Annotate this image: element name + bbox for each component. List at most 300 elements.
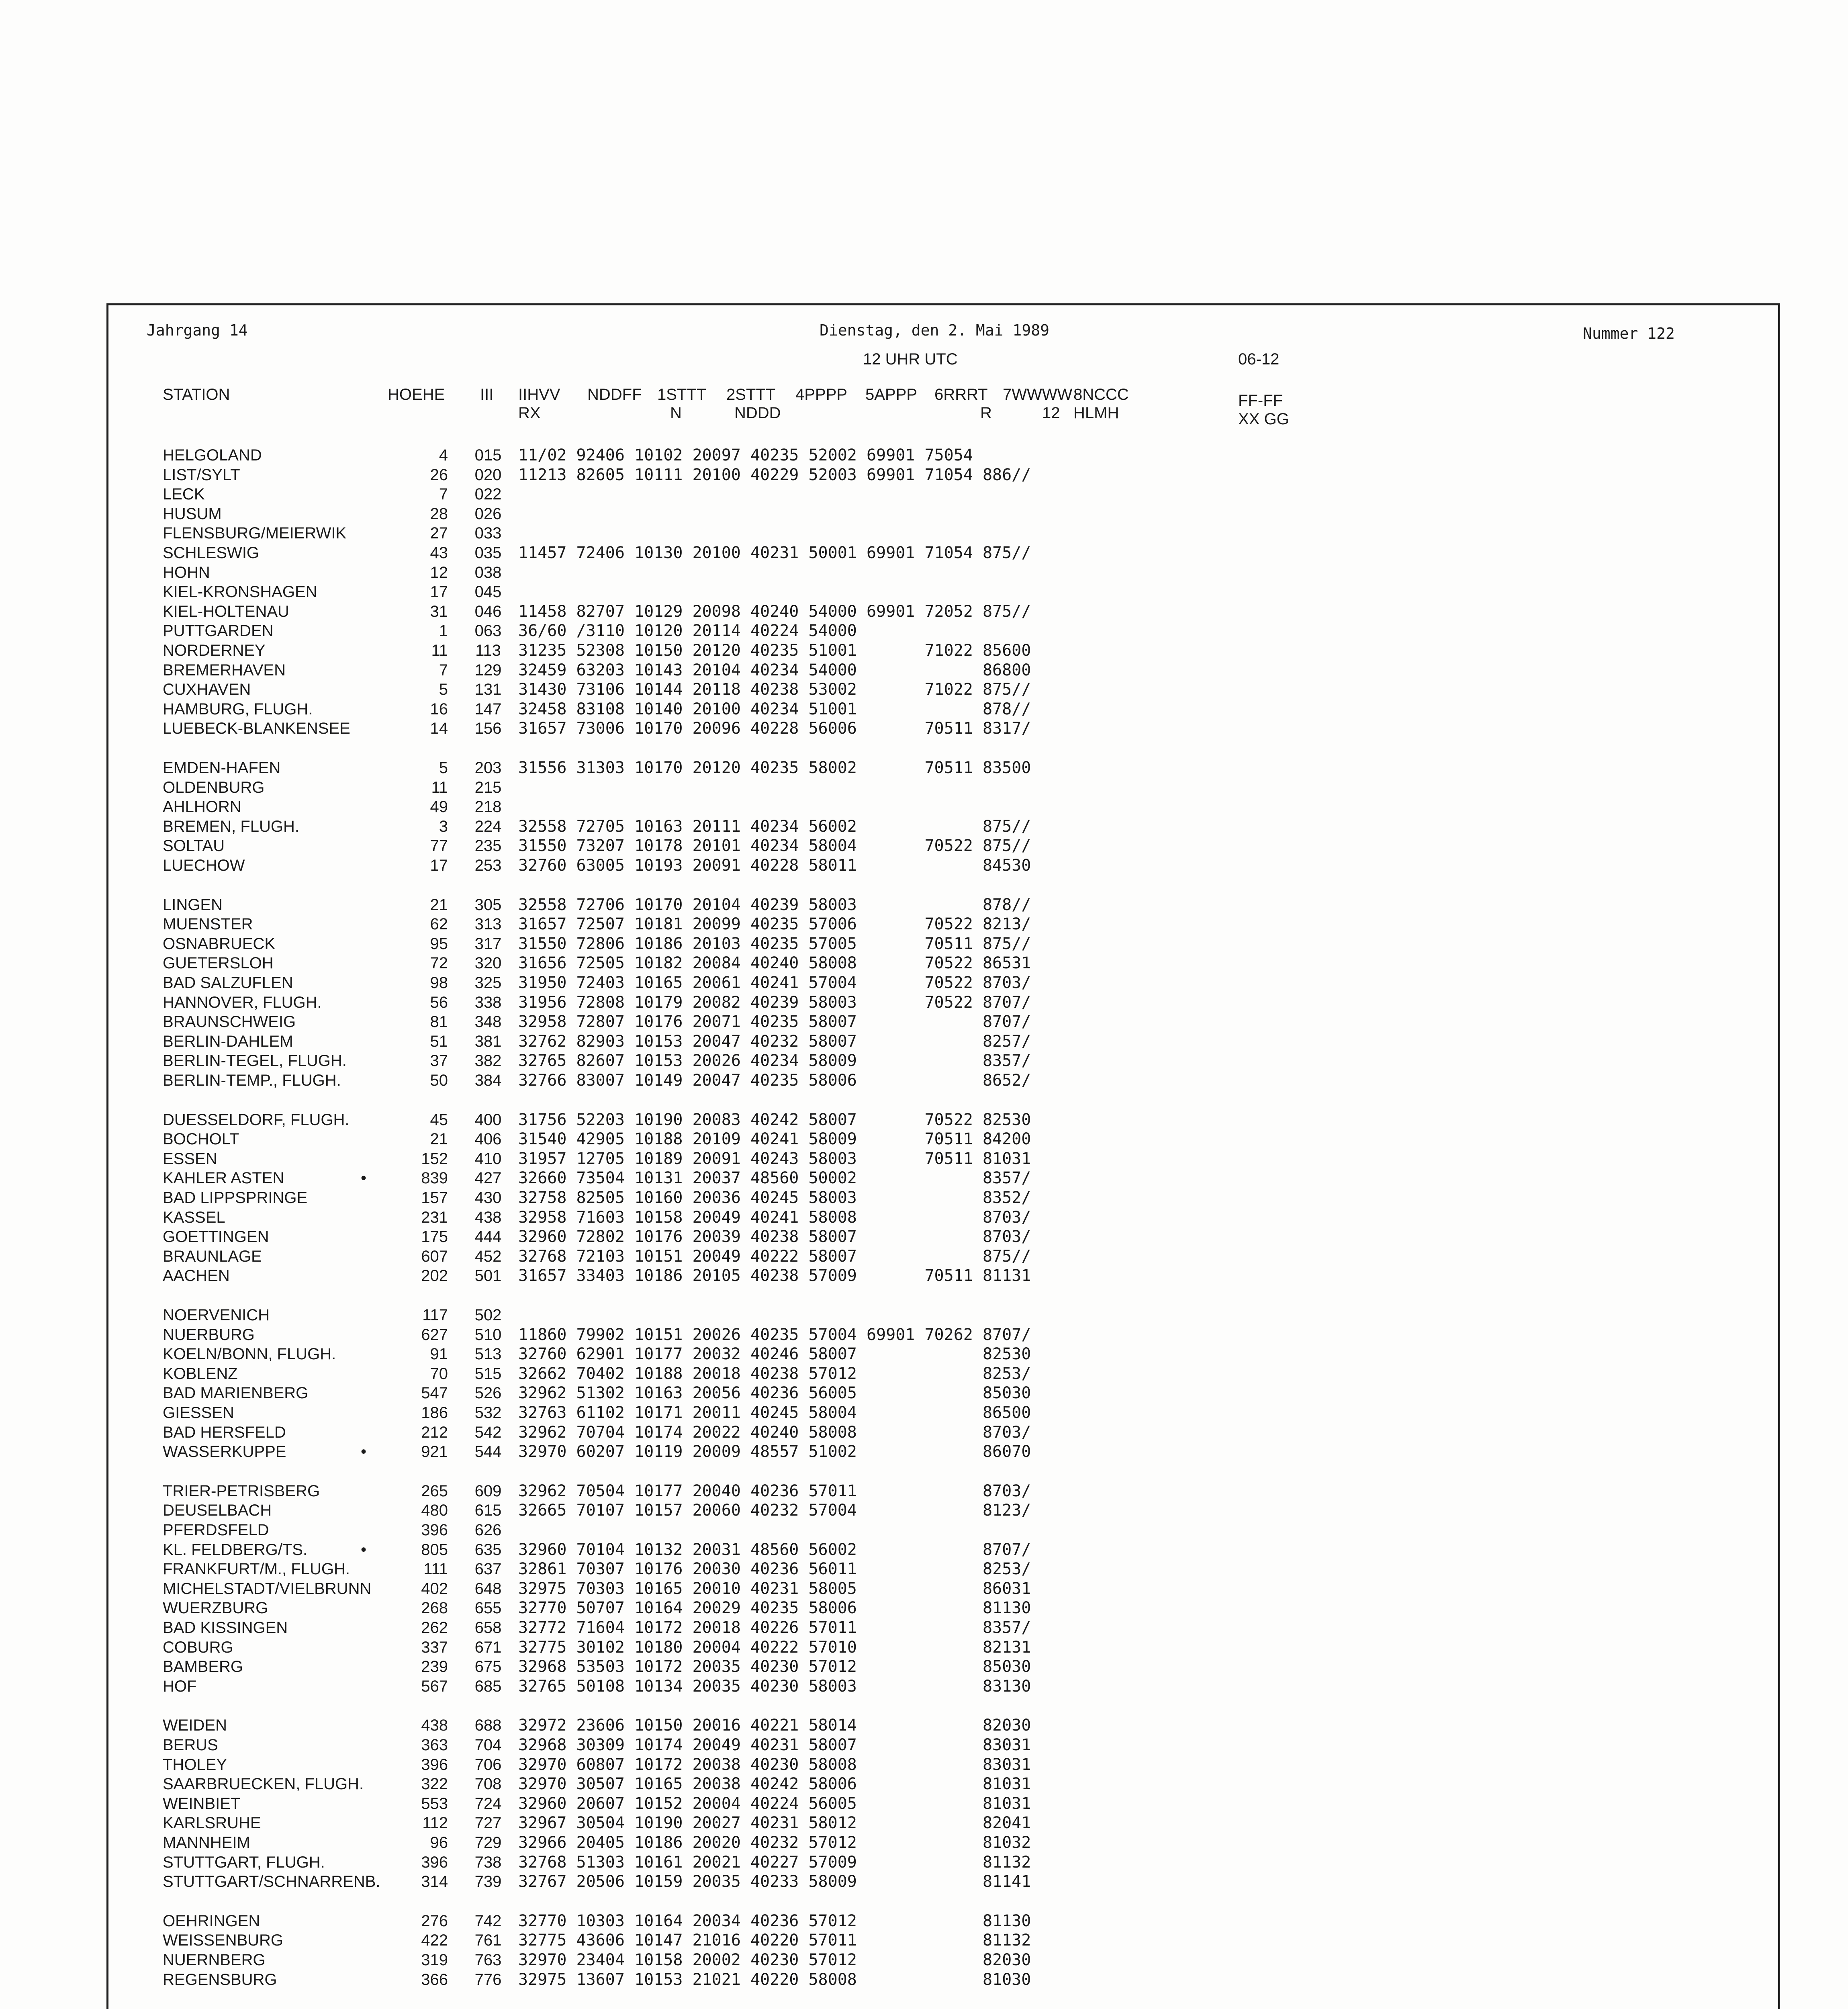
station-id: 305: [474, 896, 502, 914]
station-height: 363: [421, 1736, 448, 1754]
station-id: 313: [474, 915, 502, 933]
station-id: 317: [474, 935, 502, 953]
station-id: 763: [474, 1951, 502, 1969]
station-id: 338: [474, 994, 502, 1011]
observation-groups: 36/60 /3110 10120 20114 40224 54000: [518, 622, 857, 640]
station-id: 382: [474, 1052, 502, 1070]
station-height: 805: [421, 1541, 448, 1559]
station-id: 224: [474, 818, 502, 835]
station-id: 430: [474, 1189, 502, 1207]
station-height: 322: [421, 1775, 448, 1793]
observation-groups: 32660 73504 10131 20037 48560 50002 8357/: [518, 1169, 1031, 1187]
station-id: 502: [474, 1306, 502, 1324]
station-name: WASSERKUPPE: [163, 1443, 286, 1461]
station-height: 91: [430, 1345, 448, 1363]
col-g1-sub: N: [670, 404, 682, 422]
station-id: 215: [474, 779, 502, 796]
station-id: 501: [474, 1267, 502, 1285]
station-name: MICHELSTADT/VIELBRUNN: [163, 1580, 372, 1598]
station-name: FRANKFURT/M., FLUGH.: [163, 1560, 350, 1578]
station-id: 438: [474, 1209, 502, 1226]
station-id: 156: [474, 720, 502, 737]
observation-groups: 32970 30507 10165 20038 40242 58006 81031: [518, 1775, 1031, 1793]
observation-groups: 31430 73106 10144 20118 40238 53002 71022 875//: [518, 680, 1031, 699]
observation-groups: 31540 42905 10188 20109 40241 58009 70511 84200: [518, 1130, 1031, 1148]
mountain-station-mark: •: [360, 1541, 366, 1559]
observation-groups: 11/02 92406 10102 20097 40235 52002 69901 75054: [518, 446, 973, 464]
station-height: 314: [421, 1873, 448, 1890]
date-label: Dienstag, den 2. Mai 1989: [820, 321, 1049, 339]
station-name: BREMEN, FLUGH.: [163, 818, 300, 835]
station-height: 5: [439, 759, 448, 777]
col-g5: 5APPP: [865, 386, 917, 403]
period-label: 06-12: [1238, 350, 1280, 368]
station-height: 27: [430, 524, 448, 542]
station-name: MANNHEIM: [163, 1834, 250, 1851]
station-name: KL. FELDBERG/TS.: [163, 1541, 308, 1559]
station-name: KIEL-HOLTENAU: [163, 603, 289, 620]
station-name: GOETTINGEN: [163, 1228, 269, 1246]
observation-groups: 32558 72705 10163 20111 40234 56002 875//: [518, 817, 1031, 836]
station-name: BREMERHAVEN: [163, 661, 286, 679]
station-id: 035: [474, 544, 502, 562]
station-height: 16: [430, 700, 448, 718]
station-height: 567: [421, 1678, 448, 1695]
station-name: BAMBERG: [163, 1658, 243, 1676]
station-id: 063: [474, 622, 502, 640]
station-height: 112: [422, 1814, 448, 1832]
observation-groups: 31657 73006 10170 20096 40228 56006 70511 8317/: [518, 719, 1031, 738]
col-g6-sub: R: [980, 404, 992, 422]
station-height: 175: [421, 1228, 448, 1246]
station-id: 532: [474, 1404, 502, 1422]
station-name: OEHRINGEN: [163, 1912, 260, 1930]
station-name: AHLHORN: [163, 798, 241, 816]
station-name: REGENSBURG: [163, 1971, 277, 1989]
observation-groups: 32768 51303 10161 20021 40227 57009 81132: [518, 1853, 1031, 1872]
station-height: 438: [421, 1716, 448, 1734]
col-g1: 1STTT: [657, 386, 707, 403]
station-height: 396: [421, 1854, 448, 1871]
station-height: 212: [421, 1424, 448, 1441]
observation-groups: 32770 50707 10164 20029 40235 58006 81130: [518, 1599, 1031, 1617]
station-height: 627: [421, 1326, 448, 1344]
station-height: 117: [422, 1306, 448, 1324]
station-id: 131: [474, 681, 502, 698]
station-height: 11: [431, 642, 448, 659]
col-g2: 2STTT: [726, 386, 776, 403]
station-name: NUERBURG: [163, 1326, 255, 1344]
station-id: 510: [474, 1326, 502, 1344]
station-id: 675: [474, 1658, 502, 1676]
observation-groups: 32458 83108 10140 20100 40234 51001 878//: [518, 700, 1031, 718]
station-height: 14: [430, 720, 448, 737]
col-nddff: NDDFF: [587, 386, 642, 403]
issue-number: Nummer 122: [1583, 325, 1675, 342]
station-name: KARLSRUHE: [163, 1814, 261, 1832]
station-height: 265: [421, 1482, 448, 1500]
observation-groups: 32966 20405 10186 20020 40232 57012 81032: [518, 1833, 1031, 1852]
observation-groups: 32958 72807 10176 20071 40235 58007 8707/: [518, 1013, 1031, 1031]
station-id: 381: [474, 1033, 502, 1050]
station-id: 147: [474, 700, 502, 718]
station-name: KASSEL: [163, 1209, 225, 1226]
observation-groups: 31756 52203 10190 20083 40242 58007 70522 82530: [518, 1111, 1031, 1129]
station-id: 253: [474, 857, 502, 874]
station-name: LUECHOW: [163, 857, 245, 874]
station-id: 444: [474, 1228, 502, 1246]
station-name: GUETERSLOH: [163, 954, 274, 972]
station-name: CUXHAVEN: [163, 681, 251, 698]
col-g8-sub: HLMH: [1073, 404, 1119, 422]
station-name: LIST/SYLT: [163, 466, 240, 484]
station-name: NUERNBERG: [163, 1951, 266, 1969]
station-height: 72: [430, 954, 448, 972]
station-height: 45: [430, 1111, 448, 1129]
station-id: 515: [474, 1365, 502, 1383]
observation-groups: 32765 82607 10153 20026 40234 58009 8357/: [518, 1052, 1031, 1070]
observation-groups: 31956 72808 10179 20082 40239 58003 70522 8707/: [518, 993, 1031, 1012]
station-name: BAD LIPPSPRINGE: [163, 1189, 308, 1207]
station-name: MUENSTER: [163, 915, 253, 933]
observation-groups: 32459 63203 10143 20104 40234 54000 86800: [518, 661, 1031, 679]
station-name: BOCHOLT: [163, 1130, 239, 1148]
station-id: 452: [474, 1248, 502, 1265]
station-height: 12: [430, 564, 448, 581]
observation-groups: 32962 70504 10177 20040 40236 57011 8703/: [518, 1482, 1031, 1500]
station-id: 410: [474, 1150, 502, 1168]
station-id: 655: [474, 1599, 502, 1617]
station-id: 776: [474, 1971, 502, 1989]
station-height: 239: [421, 1658, 448, 1676]
station-name: WUERZBURG: [163, 1599, 268, 1617]
station-id: 325: [474, 974, 502, 992]
observation-groups: 31657 33403 10186 20105 40238 57009 70511 81131: [518, 1266, 1031, 1285]
col-g6: 6RRRT: [934, 386, 988, 403]
station-name: HELGOLAND: [163, 446, 262, 464]
station-height: 111: [423, 1560, 448, 1578]
station-name: BERLIN-DAHLEM: [163, 1033, 293, 1050]
col-g4: 4PPPP: [795, 386, 847, 403]
observation-groups: 32665 70107 10157 20060 40232 57004 8123/: [518, 1501, 1031, 1520]
col-ff-sub: XX GG: [1238, 410, 1289, 428]
station-name: HUSUM: [163, 505, 222, 523]
station-name: BERUS: [163, 1736, 218, 1754]
observation-groups: 32960 20607 10152 20004 40224 56005 81031: [518, 1794, 1031, 1813]
observation-groups: 32960 70104 10132 20031 48560 56002 8707/: [518, 1541, 1031, 1559]
station-id: 688: [474, 1716, 502, 1734]
observation-groups: 11457 72406 10130 20100 40231 50001 69901 71054 875//: [518, 544, 1031, 562]
station-id: 513: [474, 1345, 502, 1363]
station-id: 348: [474, 1013, 502, 1031]
station-name: LUEBECK-BLANKENSEE: [163, 720, 350, 737]
station-height: 11: [431, 779, 448, 796]
observation-groups: 31235 52308 10150 20120 40235 51001 71022 85600: [518, 641, 1031, 660]
observation-groups: 32763 61102 10171 20011 40245 58004 86500: [518, 1403, 1031, 1422]
observation-groups: 32975 13607 10153 21021 40220 58008 81030: [518, 1970, 1031, 1989]
observation-groups: 32762 82903 10153 20047 40232 58007 8257/: [518, 1032, 1031, 1051]
station-height: 276: [421, 1912, 448, 1930]
col-iihvv-sub: RX: [518, 404, 541, 422]
station-id: 739: [474, 1873, 502, 1890]
station-name: GIESSEN: [163, 1404, 234, 1422]
station-name: KOBLENZ: [163, 1365, 238, 1383]
station-id: 738: [474, 1854, 502, 1871]
station-height: 17: [430, 857, 448, 874]
station-name: COBURG: [163, 1639, 233, 1656]
station-id: 704: [474, 1736, 502, 1754]
observation-groups: 32768 72103 10151 20049 40222 58007 875//: [518, 1247, 1031, 1266]
station-name: STUTTGART/SCHNARRENB.: [163, 1873, 380, 1890]
station-height: 21: [430, 1130, 448, 1148]
observation-groups: 32972 23606 10150 20016 40221 58014 82030: [518, 1716, 1031, 1735]
observation-groups: 31657 72507 10181 20099 40235 57006 70522 8213/: [518, 915, 1031, 933]
station-id: 648: [474, 1580, 502, 1598]
station-name: LECK: [163, 485, 205, 503]
observation-groups: 32662 70402 10188 20018 40238 57012 8253/: [518, 1365, 1031, 1383]
mountain-station-mark: •: [360, 1169, 366, 1187]
station-height: 839: [421, 1169, 448, 1187]
station-height: 7: [439, 485, 448, 503]
observation-groups: 31556 31303 10170 20120 40235 58002 70511 83500: [518, 759, 1031, 777]
station-id: 724: [474, 1795, 502, 1813]
col-iihvv: IIHVV: [518, 386, 560, 403]
station-height: 96: [430, 1834, 448, 1851]
observation-groups: 32962 70704 10174 20022 40240 58008 8703/: [518, 1423, 1031, 1442]
station-id: 203: [474, 759, 502, 777]
station-name: BAD MARIENBERG: [163, 1384, 309, 1402]
station-name: HAMBURG, FLUGH.: [163, 700, 313, 718]
station-height: 28: [430, 505, 448, 523]
station-name: SCHLESWIG: [163, 544, 260, 562]
station-name: AACHEN: [163, 1267, 230, 1285]
station-height: 402: [421, 1580, 448, 1598]
observation-groups: 11213 82605 10111 20100 40229 52003 69901 71054 886//: [518, 466, 1031, 484]
station-height: 231: [421, 1209, 448, 1226]
station-height: 422: [421, 1931, 448, 1949]
station-name: OSNABRUECK: [163, 935, 276, 953]
station-name: DUESSELDORF, FLUGH.: [163, 1111, 350, 1129]
observation-groups: 32766 83007 10149 20047 40235 58006 8652/: [518, 1071, 1031, 1090]
station-name: PFERDSFELD: [163, 1521, 269, 1539]
station-height: 62: [430, 915, 448, 933]
observation-groups: 32967 30504 10190 20027 40231 58012 82041: [518, 1814, 1031, 1832]
col-station: STATION: [163, 386, 230, 403]
observation-groups: 11458 82707 10129 20098 40240 54000 69901 72052 875//: [518, 602, 1031, 621]
station-id: 015: [474, 446, 502, 464]
station-height: 337: [421, 1639, 448, 1656]
station-name: WEIDEN: [163, 1716, 227, 1734]
observation-groups: 32558 72706 10170 20104 40239 58003 878//: [518, 896, 1031, 914]
station-name: STUTTGART, FLUGH.: [163, 1854, 325, 1871]
station-name: NORDERNEY: [163, 642, 266, 659]
station-id: 526: [474, 1384, 502, 1402]
station-height: 480: [421, 1502, 448, 1519]
observation-groups: 32760 63005 10193 20091 40228 58011 84530: [518, 856, 1031, 875]
station-id: 708: [474, 1775, 502, 1793]
observation-groups: 32758 82505 10160 20036 40245 58003 8352/: [518, 1189, 1031, 1207]
observation-groups: 32962 51302 10163 20056 40236 56005 85030: [518, 1384, 1031, 1402]
station-id: 400: [474, 1111, 502, 1129]
station-id: 020: [474, 466, 502, 484]
station-id: 045: [474, 583, 502, 601]
station-id: 406: [474, 1130, 502, 1148]
station-name: WEINBIET: [163, 1795, 241, 1813]
station-name: SOLTAU: [163, 837, 225, 855]
station-name: BERLIN-TEGEL, FLUGH.: [163, 1052, 347, 1070]
station-height: 268: [421, 1599, 448, 1617]
col-ff: FF-FF: [1238, 392, 1283, 409]
station-id: 727: [474, 1814, 502, 1832]
station-height: 186: [421, 1404, 448, 1422]
station-height: 553: [421, 1795, 448, 1813]
observation-groups: 32975 70303 10165 20010 40231 58005 86031: [518, 1579, 1031, 1598]
observation-groups: 32970 23404 10158 20002 40230 57012 82030: [518, 1951, 1031, 1969]
station-id: 729: [474, 1834, 502, 1851]
station-height: 7: [439, 661, 448, 679]
station-height: 262: [421, 1619, 448, 1637]
station-height: 607: [421, 1248, 448, 1265]
observation-groups: 31550 73207 10178 20101 40234 58004 70522 875//: [518, 837, 1031, 855]
observation-groups: 32767 20506 10159 20035 40233 58009 81141: [518, 1872, 1031, 1891]
station-name: BERLIN-TEMP., FLUGH.: [163, 1072, 341, 1089]
station-name: KIEL-KRONSHAGEN: [163, 583, 317, 601]
station-name: DEUSELBACH: [163, 1502, 272, 1519]
station-height: 5: [439, 681, 448, 698]
station-height: 921: [421, 1443, 448, 1461]
station-id: 129: [474, 661, 502, 679]
station-height: 366: [421, 1971, 448, 1989]
col-g7: 7WWWW: [1003, 386, 1073, 403]
station-height: 396: [421, 1521, 448, 1539]
station-id: 658: [474, 1619, 502, 1637]
col-hoehe: HOEHE: [388, 386, 445, 403]
station-id: 615: [474, 1502, 502, 1519]
station-height: 1: [439, 622, 448, 640]
station-height: 49: [430, 798, 448, 816]
station-name: ESSEN: [163, 1150, 217, 1168]
station-height: 43: [430, 544, 448, 562]
observation-groups: 32760 62901 10177 20032 40246 58007 82530: [518, 1345, 1031, 1363]
station-height: 77: [430, 837, 448, 855]
station-height: 98: [430, 974, 448, 992]
station-height: 21: [430, 896, 448, 914]
station-height: 37: [430, 1052, 448, 1070]
station-name: BAD SALZUFLEN: [163, 974, 293, 992]
station-height: 202: [421, 1267, 448, 1285]
station-height: 4: [439, 446, 448, 464]
observation-groups: 32770 10303 10164 20034 40236 57012 81130: [518, 1912, 1031, 1930]
station-id: 320: [474, 954, 502, 972]
station-name: BRAUNSCHWEIG: [163, 1013, 296, 1031]
station-id: 046: [474, 603, 502, 620]
station-id: 761: [474, 1931, 502, 1949]
observation-groups: 31957 12705 10189 20091 40243 58003 70511 81031: [518, 1150, 1031, 1168]
station-name: BAD HERSFELD: [163, 1424, 286, 1441]
observation-groups: 32861 70307 10176 20030 40236 56011 8253/: [518, 1560, 1031, 1578]
col-g2-sub: NDDD: [734, 404, 781, 422]
station-name: HOHN: [163, 564, 210, 581]
observation-groups: 32968 30309 10174 20049 40231 58007 83031: [518, 1736, 1031, 1754]
col-iii: III: [480, 386, 494, 403]
station-height: 157: [421, 1189, 448, 1207]
observation-groups: 32970 60207 10119 20009 48557 51002 86070: [518, 1442, 1031, 1461]
station-id: 218: [474, 798, 502, 816]
station-height: 319: [421, 1951, 448, 1969]
station-id: 635: [474, 1541, 502, 1559]
observation-groups: 32968 53503 10172 20035 40230 57012 85030: [518, 1657, 1031, 1676]
col-g7-sub: 12: [1042, 404, 1060, 422]
observation-groups: 32970 60807 10172 20038 40230 58008 83031: [518, 1755, 1031, 1774]
station-name: PUTTGARDEN: [163, 622, 274, 640]
station-name: EMDEN-HAFEN: [163, 759, 281, 777]
observation-groups: 32772 71604 10172 20018 40226 57011 8357/: [518, 1618, 1031, 1637]
observation-groups: 11860 79902 10151 20026 40235 57004 69901 70262 8707/: [518, 1326, 1031, 1344]
station-height: 17: [430, 583, 448, 601]
station-name: KAHLER ASTEN: [163, 1169, 284, 1187]
station-id: 022: [474, 485, 502, 503]
station-name: SAARBRUECKEN, FLUGH.: [163, 1775, 364, 1793]
station-name: FLENSBURG/MEIERWIK: [163, 524, 347, 542]
station-height: 3: [439, 818, 448, 835]
station-id: 544: [474, 1443, 502, 1461]
station-id: 671: [474, 1639, 502, 1656]
station-name: NOERVENICH: [163, 1306, 270, 1324]
station-height: 31: [430, 603, 448, 620]
station-name: LINGEN: [163, 896, 223, 914]
station-id: 542: [474, 1424, 502, 1441]
observation-groups: 31550 72806 10186 20103 40235 57005 70511 875//: [518, 935, 1031, 953]
observation-groups: 32960 72802 10176 20039 40238 58007 8703/: [518, 1227, 1031, 1246]
station-id: 706: [474, 1756, 502, 1774]
col-g8: 8NCCC: [1073, 386, 1129, 403]
station-name: KOELN/BONN, FLUGH.: [163, 1345, 336, 1363]
station-name: OLDENBURG: [163, 779, 265, 796]
observation-groups: 31950 72403 10165 20061 40241 57004 70522 8703/: [518, 974, 1031, 992]
observation-groups: 32775 43606 10147 21016 40220 57011 81132: [518, 1931, 1031, 1950]
station-id: 235: [474, 837, 502, 855]
station-name: THOLEY: [163, 1756, 227, 1774]
observation-groups: 32765 50108 10134 20035 40230 58003 83130: [518, 1677, 1031, 1696]
station-id: 033: [474, 524, 502, 542]
station-id: 685: [474, 1678, 502, 1695]
observation-groups: 32958 71603 10158 20049 40241 58008 8703/: [518, 1208, 1031, 1227]
station-name: BRAUNLAGE: [163, 1248, 262, 1265]
station-height: 70: [430, 1365, 448, 1383]
time-label: 12 UHR UTC: [863, 350, 958, 368]
station-height: 50: [430, 1072, 448, 1089]
station-name: BAD KISSINGEN: [163, 1619, 288, 1637]
station-id: 427: [474, 1169, 502, 1187]
station-id: 742: [474, 1912, 502, 1930]
observation-groups: 32775 30102 10180 20004 40222 57010 82131: [518, 1638, 1031, 1657]
station-height: 152: [421, 1150, 448, 1168]
station-id: 113: [475, 642, 501, 659]
station-name: HANNOVER, FLUGH.: [163, 994, 322, 1011]
observation-groups: 31656 72505 10182 20084 40240 58008 70522 86531: [518, 954, 1031, 972]
station-id: 026: [474, 505, 502, 523]
station-name: WEISSENBURG: [163, 1931, 284, 1949]
station-height: 56: [430, 994, 448, 1011]
station-height: 396: [421, 1756, 448, 1774]
station-id: 637: [474, 1560, 502, 1578]
station-name: HOF: [163, 1678, 197, 1695]
station-height: 81: [430, 1013, 448, 1031]
station-height: 26: [430, 466, 448, 484]
station-id: 609: [474, 1482, 502, 1500]
station-name: TRIER-PETRISBERG: [163, 1482, 320, 1500]
station-id: 038: [474, 564, 502, 581]
